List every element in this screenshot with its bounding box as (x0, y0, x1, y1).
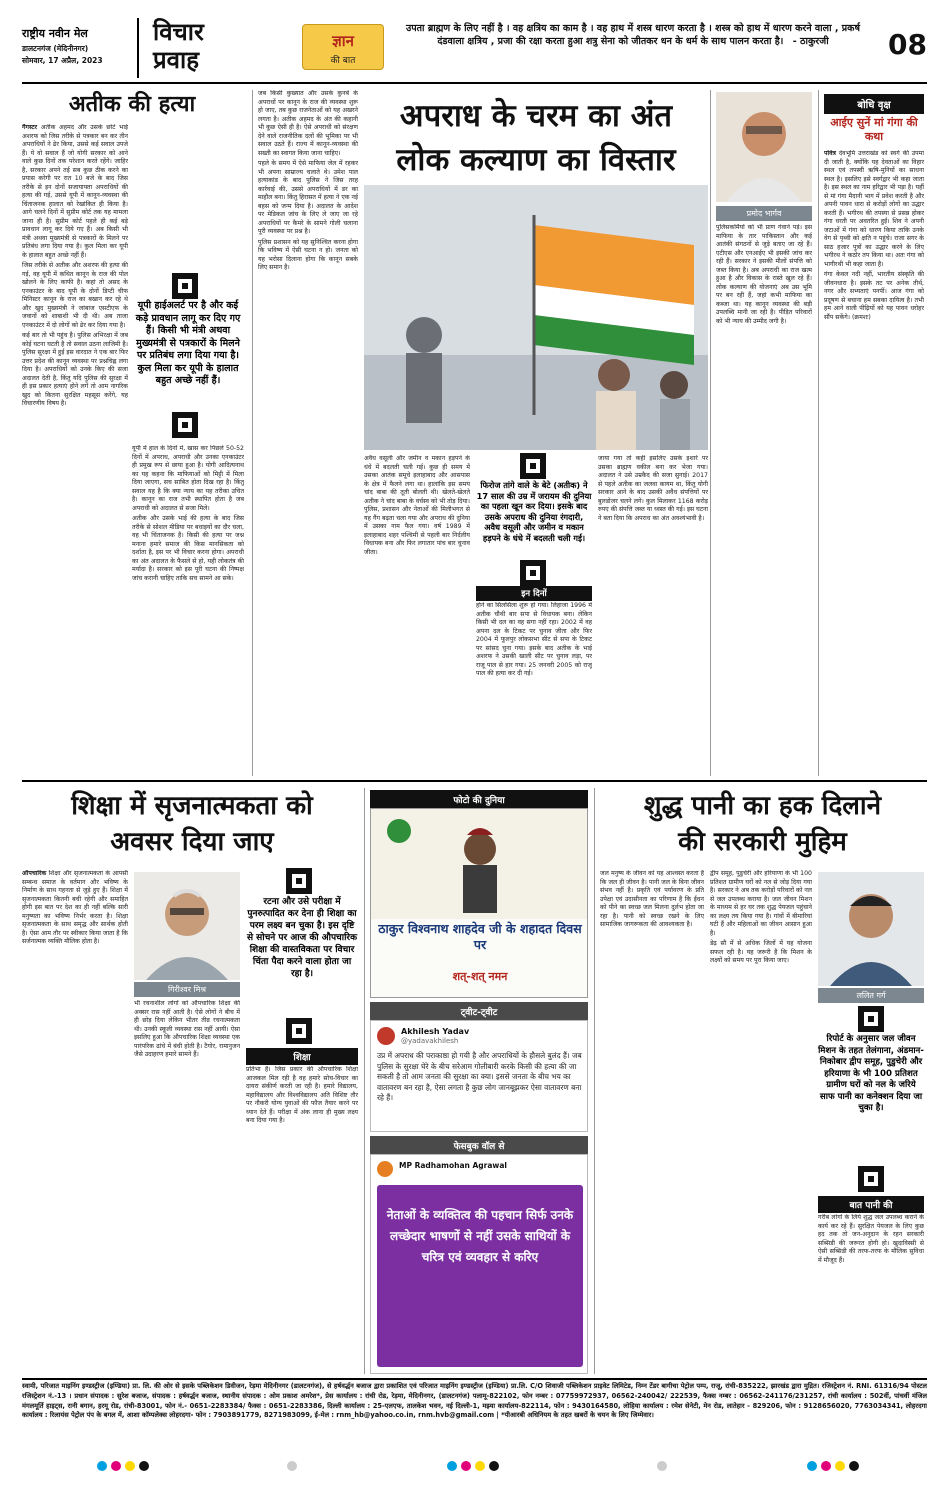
shiksha-p3: प्रतिभा है। जिस प्रकार की औपचारिक शिक्षा आजकल मिल रही है वह हमारे सोच-विचार का दायरा संकीर्ण करती जा रही है। हमारे विद्यालय, महाविद्यालय और विश्वविद्यालय अति विशिष्ट तौर पर नौकरी योग्य युवाओं की फौज तैयार करने पर ध्यान देते हैं। परीक्षा में अंक लाना ही मुख्य लक्ष्य बना दिया गया है। (246, 1066, 358, 1124)
lok-kalyan-col2: होने का सिलसिला शुरू हो गया। लिहाजा 1996 में अतीक चौथी बार सपा से विधायक बना। लेकिन किसी भी दल का वह सगा नहीं रहा। 2002 में वह अपना दल के टिकट पर चुनाव जीता और फिर 2004 में फूलपुर लोकसभा सीट से सपा के टिकट पर सांसद चुना गया। इसके बाद अतीक के भाई अशरफ ने उसकी खाली सीट पर चुनाव लड़ा, पर राजू पाल से हार गया। 25 जनवरी 2005 को राजू पाल की हत्या कर दी गई। (476, 602, 592, 677)
masthead (22, 18, 927, 80)
lok-kalyan-pull-quote: फिरोज तांगे वाले के बेटे (अतीक) ने 17 साल की उम्र में जरायम की दुनिया का पहला खून कर दिया। इसके बाद उसके अपराध की दुनिया रंगदारी, अवैध वसूली और जमीन व मकान हड़पने के धंधे में बदलती चली गई। (476, 480, 592, 543)
lok-kalyan-col1: अवैध वसूली और जमीन व मकान हड़पने के धंधे में बदलती चली गई। कुछ ही समय में उसका आतंक समूचे इलाहाबाद और आसपास के क्षेत्र में फैलने लगा था। हालांकि इस समय चांद बाबा की तूती बोलती थी। खेलते-खेलते अतीक ने चांद बाबा के वर्चस्व को भी तोड़ दिया। पुलिस, प्रशासन और नेताओं की मिलीभगत से यह गैंग बढ़ता चला गया और अपराध की दुनिया में उसका नाम फैल गया। वर्ष 1989 में इलाहाबाद शहर पश्चिमी से पहली बार निर्दलीय विधायक बना और फिर लगातार पांच बार चुनाव जीता। (364, 455, 470, 556)
pani-p2: द्वीप समूह, पुडुचेरी और हरियाणा के भी 100 प्रतिशत ग्रामीण घरों को नल से जोड़ दिया गया है। सरकार ने अब तक करोड़ों परिवारों को नल से जल उपलब्ध कराया है। जल जीवन मिशन के माध्यम से हर घर तक शुद्ध पेयजल पहुंचाने का लक्ष्य तय किया गया है। गांवों में बीमारियां घटी हैं और महिलाओं का जीवन आसान हुआ है। (710, 870, 812, 937)
atiq-p1: अतीक अहमद और उसके छोटे भाई अशरफ को जिस तरीके से पत्रकार बन कर तीन अपराधियों ने ढेर किया, उससे कई सवाल उपजे हैं। ये वो सवाल हैं जो योगी सरकार को आने वाले कुछ दिनों तक परेशान करते रहेंगे। जाहिर है, सरकार अपने तई सब कुछ ठीक करने का प्रयास करेगी पर रात 10 बजे के बाद जिस तरीके से इन दोनों सजायाफ्ता अपराधियों की हत्या की गई, उससे यूपी में कानून-व्यवस्था की चिंताजनक हालात को रेखांकित ही किया है। आगे चलने दिनों में सुप्रीम कोर्ट तक यह मामला जाना ही है। सुप्रीम कोर्ट पहले ही कई बड़े प्रावधान लागू कर दिये गए हैं। अब किसी भी मंत्री अथवा मुख्यमंत्री से पत्रकारों के मिलने पर प्रतिबंध लगा दिया गया है। कुल मिला कर यूपी के हालात बहुत अच्छे नहीं हैं। (22, 124, 128, 259)
shiksha-tag: शिक्षा (246, 1048, 358, 1065)
atiq-headline: अतीक की हत्या (68, 91, 196, 117)
atiq-p5: अतीक और उसके भाई की हत्या के बाद जिस तरीके से सोशल मीडिया पर बधाइयों का दौर चला, वह भी चिंताजनक है। किसी की हत्या पर जश्न मनाना हमारे समाज की किस मानसिकता को दर्शाता है, इस पर भी विचार करना होगा। अपराधी का अंत अदालत के फैसले से हो, यही लोकतंत्र की मर्यादा है। सरकार को इस पूरी घटना की निष्पक्ष जांच करानी चाहिए ताकि सच सामने आ सके। (132, 515, 244, 582)
atiq-lead: गैंगस्टर (22, 124, 38, 131)
shiksha-lead: औपचारिक (22, 870, 47, 877)
bodh-p1: देवभूमि उत्तराखंड को स्वर्ग की उपमा दी जाती है, क्योंकि यह देवताओं का विहार स्थल एवं तपस्वी ऋषि-मुनियों का साधना स्थल है। इसलिए इसे स्वर्गद्वार भी कहा जाता है। इस स्थल का नाम हरिद्वार भी पड़ा है। यहीं से मां गंगा मैदानी भाग में प्रवेश करती है और अपनी पावन धारा से करोड़ों लोगों का उद्धार करती हैं। भगीरथ की तपस्या से प्रसन्न होकर गंगा धरती पर अवतरित हुईं। शिव ने अपनी जटाओं में गंगा को धारण किया ताकि उनके वेग से पृथ्वी को क्षति न पहुंचे। राजा सगर के साठ हजार पुत्रों का उद्धार करने के लिए भगीरथ ने कठोर तप किया था। अतः गंगा को भागीरथी भी कहा जाता है। (824, 150, 924, 268)
lok-kalyan-column-4 (716, 224, 812, 776)
qr-code (520, 560, 546, 586)
fb-name: MP Radhamohan Agrawal (399, 1161, 507, 1170)
portrait-poster-illustration (371, 809, 588, 919)
bodh-lead: पवित्र (824, 150, 836, 157)
author-portrait-icon (818, 872, 924, 986)
bodh-p2: गंगा केवल नदी नहीं, भारतीय संस्कृति की जीवनधारा है। इसके तट पर अनेक तीर्थ, नगर और सभ्यताएं पनपीं। आज गंगा को प्रदूषण से बचाना हम सबका दायित्व है। तभी हम आने वाली पीढ़ियों को यह पावन धरोहर सौंप सकेंगे। (क्रमशः) (824, 271, 924, 321)
lok-kalyan-column-2 (476, 602, 592, 776)
author-photo-bhargav (716, 92, 812, 202)
pani-p1: जल मनुष्य के जीवन को यह आश्वस्त करता है कि जल ही जीवन है। पानी जल के बिना जीवन संभव नहीं है। प्रकृति एवं पर्यावरण के प्रति उपेक्षा एवं उदासीनता का परिणाम है कि ईंधन को पीने का स्वच्छ जल मिलना दुर्लभ होता जा रहा है। पानी को स्वच्छ रखने के लिए सामाजिक जागरूकता की आवश्यकता है। (600, 870, 704, 928)
pani-column-3 (818, 1214, 924, 1374)
shiksha-p2: भी रचनाशील लोगों को औपचारिक शिक्षा की अक्सर रास नहीं आती है। ऐसे लोगों ने बीच में ही छोड़ दिया लेकिन भीतर तीव्र रचनात्मकता थी। उनकी स्कूली व्यवस्था रास नहीं आयी। ऐसा इसलिए हुआ कि औपचारिक शिक्षा व्यवस्था एक पारंपरिक ढांचे में बंधी होती है। टैगोर, रामानुजन जैसे उदाहरण हमारे सामने हैं। (134, 1000, 240, 1058)
atiq-p3: कई बार तो भी पहुंच है। पुलिस अभिरक्षा में जब कोई घटना घटती है तो सवाल उठना लाजिमी है। पुलिस सुरक्षा में हुई इस वारदात ने एक बार फिर उत्तर प्रदेश की कानून व्यवस्था पर प्रश्नचिह्न लगा दिया है। अपराधियों को उनके किए की सजा अदालत देती है, किंतु यदि पुलिस की सुरक्षा में ही इस प्रकार हत्याएं होने लगें तो आम नागरिक खुद को कितना सुरक्षित महसूस करेंगे, यह विचारणीय विषय है। (22, 332, 128, 407)
lok-kalyan-col4: पुलिसकर्मियों को भी प्राण गंवाने पड़े। इस माफिया के तार पाकिस्तान और कई आतंकी संगठनों से जुड़े बताए जा रहे हैं। एटीएस और एनआईए भी इसकी जांच कर रही हैं। सरकार ने इसकी मीलों संपत्ति को जब्त किया है। अब अपराधी का राज खत्म हुआ है और विकास के रास्ते खुल रहे हैं। लोक कल्याण की योजनाएं अब उस भूमि पर बन रही हैं, जहां कभी माफिया का कब्जा था। यह कानून व्यवस्था की बड़ी उपलब्धि मानी जा रही है। पीड़ित परिवारों को भी न्याय की उम्मीद जगी है। (716, 224, 812, 325)
pani-headline-line1: शुद्ध पानी का हक दिलाने (643, 791, 882, 821)
poster (370, 808, 588, 998)
edition: डालटनगंज (मेदिनीनगर) (22, 44, 89, 53)
author-name-garg: ललित गर्ग (818, 988, 924, 1003)
qr-code (172, 412, 198, 438)
qr-code (172, 273, 198, 299)
bodh-column (824, 150, 924, 776)
gyan-badge (302, 24, 384, 70)
fb-label: फेसबुक वॉल से (370, 1136, 588, 1155)
lok-kalyan-headline-line1: अपराध के चरम का अंत (399, 98, 673, 134)
shiksha-headline-line1: शिक्षा में सृजनात्मकता को (71, 791, 313, 821)
qr-code (858, 1006, 884, 1032)
page-number: 08 (888, 28, 927, 61)
shiksha-headline-line2: अवसर दिया जाए (110, 827, 274, 857)
tweet-handle: @yadavakhilesh (401, 1037, 459, 1045)
pani-headline-line2: की सरकारी मुहिम (678, 827, 847, 857)
atiq-column-1 (22, 124, 128, 776)
pani-tag: बात पानी की (818, 1196, 924, 1213)
qr-code (286, 868, 312, 894)
shiksha-headline (22, 788, 362, 860)
lok-kalyan-col3: जाया गया तो कहीं इसलिए उसके इशारे पर उसका ब्राह्मण वकील बना कर भेजा गया। अदालत ने उसे उम्रकैद की सजा सुनाई। 2017 से पहले अतीक का जलवा कायम था, किंतु योगी सरकार आने के बाद उसकी अवैध संपत्तियों पर बुलडोजर चलने लगे। कुल मिलाकर 1168 करोड़ रुपए की संपत्ति जब्त या ध्वस्त की गई। इस घटना ने बता दिया कि अपराध का अंत अवश्यंभावी है। (598, 455, 708, 522)
brand-name: राष्ट्रीय नवीन मेल (22, 27, 88, 40)
fb-quote-card (377, 1185, 583, 1367)
lok-kalyan-column-3 (598, 455, 708, 776)
bodh-headline: आईए सुनें मां गंगा की कथा (830, 116, 918, 143)
lok-kalyan-headline-line2: लोक कल्याण का विस्तार (396, 142, 676, 178)
quote-author: - ठाकुरजी (792, 36, 829, 47)
section-title-line1: विचार (153, 17, 204, 46)
qr-code (286, 1018, 312, 1044)
section-title-line2: प्रवाह (153, 45, 199, 74)
lok-kalyan-column-1 (364, 455, 470, 776)
poster-title: ठाकुर विश्वनाथ शाहदेव जी के शहादत दिवस पर (378, 921, 582, 952)
pani-headline (600, 788, 925, 860)
gyan-badge-top: ज्ञान (332, 32, 354, 50)
section-title (137, 18, 237, 78)
author-name-mishra: गिरीश्वर मिश्र (134, 982, 240, 997)
shiksha-p1: शिक्षा और सृजनात्मकता के आपसी सम्बन्ध समाज के वर्तमान और भविष्य के निर्माण के साथ गहनता से जुड़े हुए हैं। शिक्षा में सृजनात्मकता कितनी बची रहेगी और समाहित होगी इस बात पर देश का ही नहीं बल्कि सारी मनुष्यता का भविष्य निर्भर करता है। शिक्षा सृजनात्मकता के साथ समृद्ध और सार्थक होती है। ऐसा आम तौर पर स्वीकार किया जाता है कि सर्जनात्मक व्यक्ति मौलिक होता है। (22, 870, 128, 945)
crowd-flag-illustration (364, 185, 708, 450)
pani-column-2 (710, 870, 812, 1374)
qr-code (858, 1166, 884, 1192)
atiq-column-2 (132, 445, 244, 776)
middle-column (258, 90, 358, 776)
fb-text: नेताओं के व्यक्तित्व की पहचान सिर्फ उनके लच्छेदार भाषणों से नहीं उसके साथियों के चरित्र एवं व्यवहार से करिए (386, 1208, 574, 1264)
bodh-tag: बोधि वृक्ष (824, 94, 924, 114)
imprint: स्वामी, परिजात माइनिंग इण्डस्ट्रीज (इण्डिया) प्रा. लि. की ओर से इसके पब्लिकेशन डिवीजन, रेड़मा मेदिनीनगर (डालटनगंज), से हर्षवर्द्धन बजाज द्वारा प्रकाशित एवं परिजात माइनिंग इण्डस्ट्रीज (इण्डिया) प्रा.लि. C/O शिवाजी पब्लिकेशन प्राइवेट लिमिटेड, निम्न टेंडर बागीचा पेट्रोल पम्प, राजू, रांची-835222, झारखंड द्वारा मुद्रित। रजिस्ट्रेशन नं. RNI. 61316/94 पोस्टल रजिस्ट्रेशन नं.-13 । प्रधान संपादक : सुरेश बजाज, संपादक : हर्षवर्द्धन बजाज, स्थानीय संपादक : ओम प्रकाश अमरेश*, प्रेस कार्यालय : रांची रोड, रेड़मा, मेदिनीनगर, (डालटनगंज) पलामू-822102, फोन नम्बर : 07759972937, 06562-240042/ 222539, फैक्स नम्बर : 06562-241176/231257, रांची कार्यालय : 502वीं, पांचवीं मंजिल मंगलमूर्ति हाइट्स, रानी बगान, हरमू रोड, रांची-83001, फोन नं.- 0651-2283384/ फैक्स : 0651-2283386, दिल्ली कार्यालय : 25-एलएफ, तालकेश भवन, नई दिल्ली-1, मझ्या कार्यालय-822114, फोन : 9430164580, लोहिया कार्यालय : रमेश सेनेटी, मेन रोड, लातेहार - 829206, फोन : 9128656020, 7763034341, लोहरदगा कार्यालय : रिलायंस पेट्रोल पंप के बगल में, आशा कॉम्पलेक्स लोहरदगा- फोन : 7903891779, 8271983099, ई-मेल : rnm_hb@yahoo.co.in, rnm.hvb@gmail.com | *पीआरबी अधिनियम के तहत खबरों के चयन के लिए जिम्मेवार। (22, 1382, 927, 1420)
lok-kalyan-headline (364, 94, 708, 182)
in-dino-tag: इन दिनों (476, 586, 592, 601)
shiksha-column-2 (134, 1000, 240, 1374)
poster-subtitle: शत्-शत् नमन (452, 970, 508, 983)
pani-column-1 (600, 870, 704, 1374)
atiq-pull-quote: यूपी हाईअलर्ट पर है और कई कड़े प्रावधान लागू कर दिए गए हैं। किसी भी मंत्री अथवा मुख्यमंत्री से पत्रकारों के मिलने पर प्रतिबंध लगा दिया गया है। कुल मिला कर यूपी के हालात बहुत अच्छे नहीं हैं। (135, 300, 241, 386)
tweet-text: उप्र में अपराध की पराकाष्ठा हो गयी है और अपराधियों के हौसले बुलंद हैं। जब पुलिस के सुरक्षा घेरे के बीच सरेआम गोलीबारी करके किसी की हत्या की जा सकती है तो आम जनता की सुरक्षा का क्या। इससे जनता के बीच भय का वातावरण बन रहा है, ऐसा लगता है कुछ लोग जानबूझकर ऐसा वातावरण बना रहे हैं। (377, 1051, 582, 1102)
registration-marks (22, 1458, 927, 1474)
pani-p4: गरीब लोगों के लिये शुद्ध जल उपलब्ध कराने के कार्य कर रहे हैं। सुरक्षित पेयजल के लिए कुछ हद तक तो जन-अनुदान के रहन सरकारी सब्सिडी की जरूरत होगी हो। खुदाविस्सी से ऐसी सब्सिडी की तरफ-तरफ के मौलिक सुविधा में मौजूद हैं। (818, 1214, 924, 1264)
middle-p2: पहले के समय में ऐसे माफिया जेल में रहकर भी अपना साम्राज्य चलाते थे। उमेश पाल हत्याकांड के बाद पुलिस ने जिस तरह कार्रवाई की, उससे अपराधियों में डर का माहौल बना। किंतु हिरासत में हत्या ने एक नई बहस को जन्म दिया है। अदालत के आदेश पर मेडिकल जांच के लिए ले जाए जा रहे अपराधियों पर कैमरे के सामने गोली चलाना पूरी व्यवस्था पर प्रश्न है। (258, 160, 358, 235)
quote-text: उपता ब्राह्मण के लिए नहीं है । वह क्षत्रिय का काम है । वह हाथ में शस्त्र धारण करता है । शस्त्र को हाथ में धारण करने वाला , प्रकर्ष दंडवाला क्षत्रिय , प्रजा की रक्षा करता हुआ शत्रु सेना को जीतकर धन के धर्म के साथ पालन करता है। (406, 23, 860, 47)
quote-box (394, 22, 872, 48)
date: सोमवार, 17 अप्रैल, 2023 (22, 56, 103, 65)
qr-code (520, 453, 546, 479)
avatar (377, 1027, 395, 1045)
author-portrait-icon (716, 92, 812, 202)
tweet-label: ट्वीट-ट्वीट (370, 1002, 588, 1021)
shiksha-column-3 (246, 1066, 358, 1374)
tweet-card (370, 1020, 588, 1132)
atiq-p2: जिस तरीके से अतीक और अशरफ की हत्या की गई, वह यूपी में कथित कानून के राज की पोल खोलने के लिए काफी है। कहां तो असद के एनकाउंटर के बाद यूपी के दोनों डिप्टी चीफ मिनिस्टर कानून के राज का बखान कर रहे थे और खुद मुख्यमंत्री ने जांबाज एसटीएफ के जवानों को शाबाशी भी दी थी। अब ताजा एनकाउंटर में दो लोगों को ढेर कर दिया गया है। (22, 262, 128, 329)
pani-pull-quote: रिपोर्ट के अनुसार जल जीवन मिशन के तहत तेलंगाना, अंडमान-निकोबार द्वीप समूह, पुडुचेरी और हरियाणा के भी 100 प्रतिशत ग्रामीण घरों को नल के जरिये साफ पानी का कनेक्शन दिया जा चुका है। (818, 1034, 924, 1113)
photo-duniya-label: फोटो की दुनिया (370, 790, 588, 809)
middle-p1: जब किसी कुख्यात और उसके कुनबे के अपराधों पर कानून के राज की व्यवस्था शुरू हो जाए, तब कुछ राजनेताओं को यह अखरने लगता है। अतीक अहमद के अंत की कहानी भी कुछ ऐसी ही है। ऐसे अपराधी को संरक्षण देने वाले राजनीतिक दलों की भूमिका पर भी सवाल उठते हैं। राज्य में कानून-व्यवस्था की सख्ती का स्वागत किया जाना चाहिए। (258, 90, 358, 157)
atiq-p4: यूपी में हाल के दिनों में, खास कर पिछले 50-52 दिनों में अपराध, अपराधी और उनका एनकाउंटर ही प्रमुख रूप से छाया हुआ है। योगी आदित्यनाथ का यह कहना कि माफियाओं को मिट्टी में मिला दिया जाएगा, सच साबित होता दिख रहा है। किंतु सवाल यह है कि क्या न्याय का यह तरीका उचित है। कानून का राज तभी स्थापित होता है जब अपराधी को अदालत से सजा मिले। (132, 445, 244, 512)
author-photo-garg (818, 872, 924, 986)
tweet-name: Akhilesh Yadav (401, 1027, 470, 1036)
color-registration-icon (22, 1458, 927, 1474)
author-portrait-icon (134, 872, 240, 980)
avatar (377, 1161, 393, 1177)
gyan-badge-bottom: की बात (330, 56, 356, 66)
shiksha-column-1 (22, 870, 128, 1374)
pani-p3: डेढ़ सौ में से अधिक जिलों में यह योजना सफल रही है। यह जरूरी है कि मिशन के लक्ष्यों को समय पर पूरा किया जाए। (710, 940, 812, 964)
shiksha-pull-quote: रटना और उसे परीक्षा में पुनरुत्पादित कर देना ही शिक्षा का परम लक्ष्य बन चुका है। इस दृष्टि से सोचने पर आज की औपचारिक शिक्षा की वास्तविकता पर विचार चिंता पैदा करने वाला होता जा रहा है। (246, 897, 358, 979)
brand-logo (22, 26, 132, 66)
middle-p3: पुलिस प्रशासन को यह सुनिश्चित करना होगा कि भविष्य में ऐसी घटना न हो। जनता को यह भरोसा दिलाना होगा कि कानून सबके लिए समान है। (258, 238, 358, 271)
lok-kalyan-photo (364, 185, 708, 450)
author-name-bhargav: प्रमोद भार्गव (716, 206, 812, 221)
author-photo-mishra (134, 872, 240, 980)
fb-card (370, 1154, 588, 1374)
